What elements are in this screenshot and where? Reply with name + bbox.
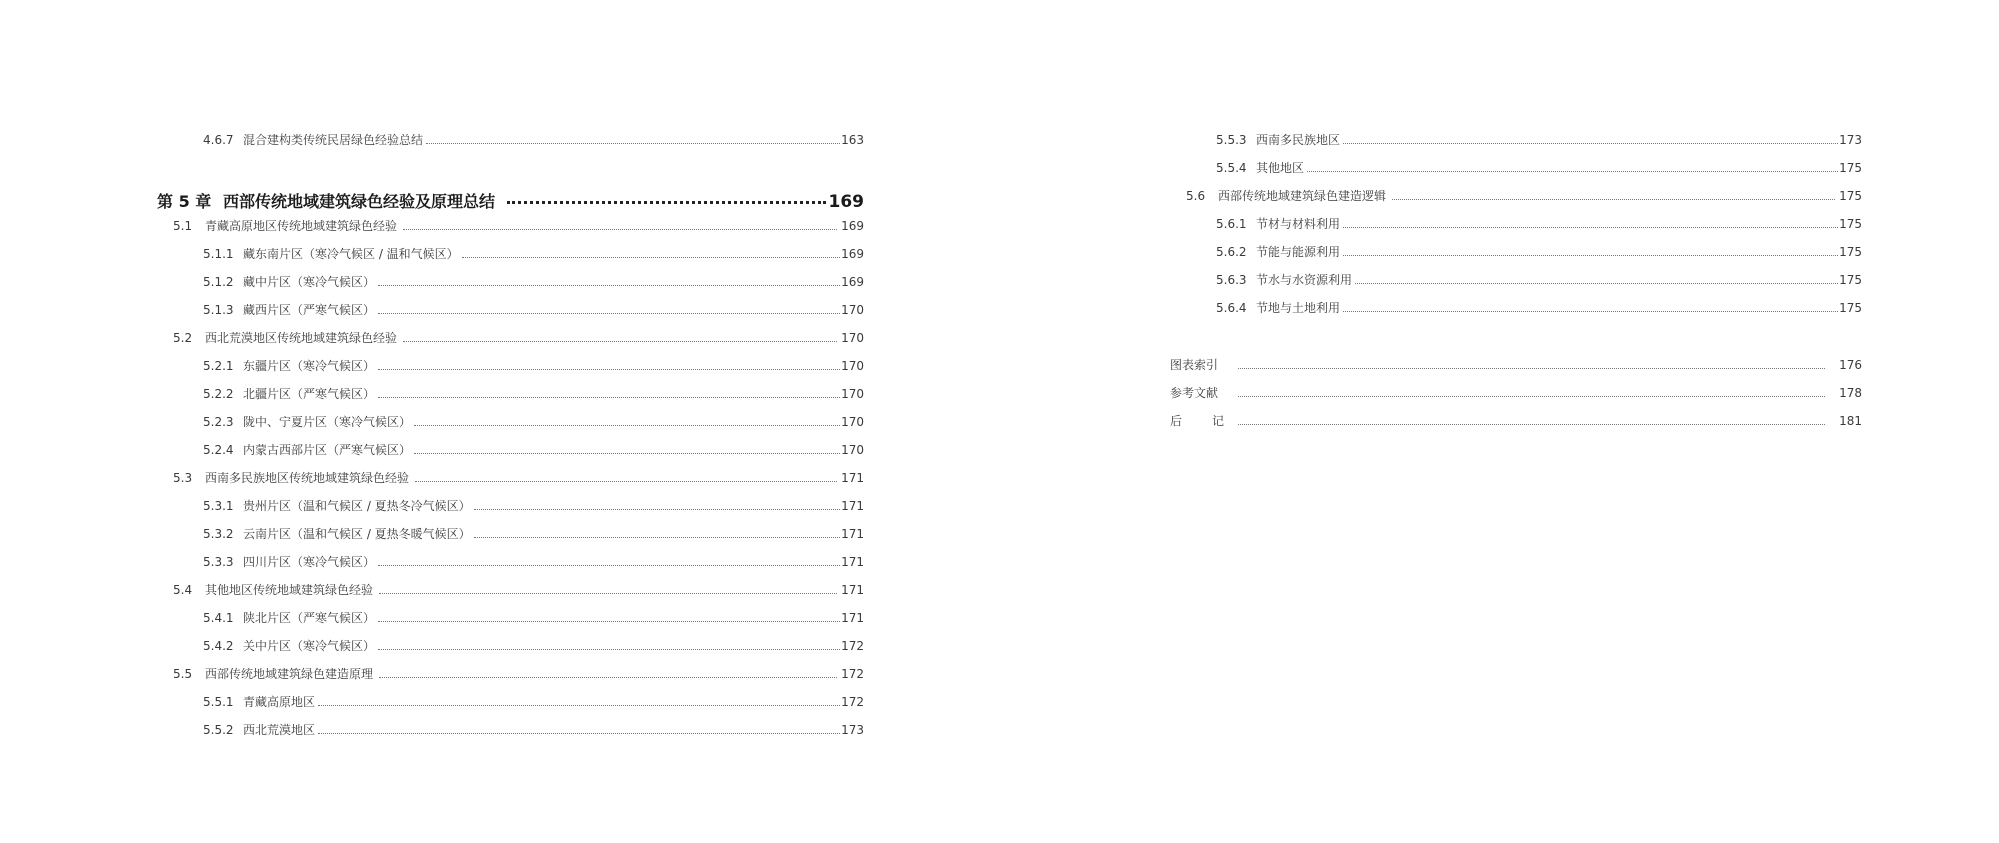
toc-chapter-5[interactable] <box>157 186 864 210</box>
toc-section-5-6[interactable] <box>1170 184 1862 204</box>
entry-title: 藏中片区（寒冷气候区） <box>243 275 376 289</box>
dot-leader <box>1238 424 1825 425</box>
dot-leader <box>1355 283 1838 284</box>
chapter-number: 第 5 章 <box>157 192 212 211</box>
entry-number: 5.3.1 <box>203 499 234 513</box>
entry-page-number: 171 <box>841 499 864 513</box>
entry-title: 北疆片区（严寒气候区） <box>243 387 376 401</box>
entry-number: 5.1 <box>173 219 193 233</box>
toc-subsection-5-4-1[interactable] <box>157 606 864 626</box>
entry-title: 关中片区（寒冷气候区） <box>243 639 376 653</box>
entry-page-number: 173 <box>1839 133 1862 147</box>
entry-number: 5.6.3 <box>1216 273 1247 287</box>
toc-subsection-5-5-2[interactable] <box>157 718 864 738</box>
dot-leader <box>378 369 840 370</box>
entry-number: 5.1.3 <box>203 303 234 317</box>
toc-entry-4-6-7[interactable] <box>157 128 864 148</box>
entry-number: 5.5.4 <box>1216 161 1247 175</box>
entry-page-number: 163 <box>841 133 864 147</box>
entry-page-number: 170 <box>841 303 864 317</box>
entry-page-number: 171 <box>841 527 864 541</box>
entry-number: 5.6.2 <box>1216 245 1247 259</box>
toc-references[interactable] <box>1170 381 1862 401</box>
entry-number: 5.3.2 <box>203 527 234 541</box>
dot-leader <box>378 565 840 566</box>
dot-leader <box>415 481 837 482</box>
entry-number: 5.6.4 <box>1216 301 1247 315</box>
chapter-page-number: 169 <box>828 192 864 212</box>
entry-title: 节地与土地利用 <box>1256 301 1341 315</box>
dot-leader <box>378 621 840 622</box>
toc-section-5-1[interactable] <box>157 214 864 234</box>
dot-leader <box>1238 396 1825 397</box>
entry-title: 藏东南片区（寒冷气候区 / 温和气候区） <box>243 247 459 261</box>
entry-page-number: 172 <box>841 695 864 709</box>
toc-afterword[interactable] <box>1170 409 1862 429</box>
dot-leader <box>1343 255 1838 256</box>
entry-page-number: 175 <box>1839 217 1862 231</box>
entry-title: 混合建构类传统民居绿色经验总结 <box>243 133 424 147</box>
entry-number: 5.6.1 <box>1216 217 1247 231</box>
toc-section-5-2[interactable] <box>157 326 864 346</box>
entry-title: 其他地区传统地域建筑绿色经验 <box>205 583 374 597</box>
entry-page-number: 175 <box>1839 301 1862 315</box>
toc-subsection-5-1-2[interactable] <box>157 270 864 290</box>
entry-number: 5.2 <box>173 331 193 345</box>
dot-leader <box>1392 199 1835 200</box>
entry-page-number: 172 <box>841 667 864 681</box>
entry-number: 5.1.2 <box>203 275 234 289</box>
toc-subsection-5-1-1[interactable] <box>157 242 864 262</box>
entry-page-number: 181 <box>1839 414 1862 428</box>
entry-page-number: 176 <box>1839 358 1862 372</box>
entry-number: 5.6 <box>1186 189 1206 203</box>
toc-subsection-5-5-1[interactable] <box>157 690 864 710</box>
dot-leader <box>379 677 837 678</box>
toc-subsection-5-3-1[interactable] <box>157 494 864 514</box>
toc-subsection-5-3-3[interactable] <box>157 550 864 570</box>
toc-subsection-5-1-3[interactable] <box>157 298 864 318</box>
entry-title: 参考文献 <box>1170 386 1219 400</box>
entry-title: 西北荒漠地区 <box>243 723 316 737</box>
entry-page-number: 171 <box>841 583 864 597</box>
entry-page-number: 171 <box>841 611 864 625</box>
entry-title: 西北荒漠地区传统地域建筑绿色经验 <box>205 331 398 345</box>
toc-subsection-5-5-3[interactable] <box>1170 128 1862 148</box>
dot-leader <box>378 313 840 314</box>
dot-leader <box>1238 368 1825 369</box>
dot-leader <box>474 537 840 538</box>
dot-leader <box>1307 171 1838 172</box>
entry-number: 5.3.3 <box>203 555 234 569</box>
entry-title: 节水与水资源利用 <box>1256 273 1353 287</box>
entry-title: 西南多民族地区 <box>1256 133 1341 147</box>
entry-number: 5.4 <box>173 583 193 597</box>
entry-title: 内蒙古西部片区（严寒气候区） <box>243 443 412 457</box>
dot-leader <box>462 257 840 258</box>
toc-subsection-5-6-1[interactable] <box>1170 212 1862 232</box>
entry-title: 陇中、宁夏片区（寒冷气候区） <box>243 415 412 429</box>
entry-title: 其他地区 <box>1256 161 1305 175</box>
toc-subsection-5-6-4[interactable] <box>1170 296 1862 316</box>
entry-number: 5.5 <box>173 667 193 681</box>
toc-subsection-5-5-4[interactable] <box>1170 156 1862 176</box>
toc-section-5-4[interactable] <box>157 578 864 598</box>
entry-title: 西部传统地域建筑绿色建造原理 <box>205 667 374 681</box>
entry-title: 东疆片区（寒冷气候区） <box>243 359 376 373</box>
toc-section-5-3[interactable] <box>157 466 864 486</box>
entry-number: 5.3 <box>173 471 193 485</box>
entry-title: 陕北片区（严寒气候区） <box>243 611 376 625</box>
toc-figure-index[interactable] <box>1170 353 1862 373</box>
toc-subsection-5-6-3[interactable] <box>1170 268 1862 288</box>
entry-page-number: 178 <box>1839 386 1862 400</box>
dot-leader <box>474 509 840 510</box>
dot-leader <box>1343 311 1838 312</box>
entry-number: 5.2.4 <box>203 443 234 457</box>
entry-number: 5.2.1 <box>203 359 234 373</box>
toc-subsection-5-2-2[interactable] <box>157 382 864 402</box>
entry-title: 节材与材料利用 <box>1256 217 1341 231</box>
entry-number: 5.5.3 <box>1216 133 1247 147</box>
entry-number: 5.4.2 <box>203 639 234 653</box>
entry-page-number: 170 <box>841 359 864 373</box>
entry-title: 后记 <box>1170 414 1255 428</box>
entry-number: 5.2.2 <box>203 387 234 401</box>
dot-leader <box>318 705 840 706</box>
toc-subsection-5-2-3[interactable] <box>157 410 864 430</box>
entry-page-number: 170 <box>841 387 864 401</box>
entry-number: 5.5.2 <box>203 723 234 737</box>
dot-leader <box>318 733 840 734</box>
dot-leader <box>1343 143 1838 144</box>
entry-page-number: 171 <box>841 471 864 485</box>
entry-title: 贵州片区（温和气候区 / 夏热冬冷气候区） <box>243 499 471 513</box>
dot-leader <box>379 593 837 594</box>
entry-title: 四川片区（寒冷气候区） <box>243 555 376 569</box>
entry-number: 4.6.7 <box>203 133 234 147</box>
entry-page-number: 170 <box>841 331 864 345</box>
toc-subsection-5-2-4[interactable] <box>157 438 864 458</box>
entry-title: 青藏高原地区 <box>243 695 316 709</box>
entry-page-number: 169 <box>841 219 864 233</box>
entry-page-number: 171 <box>841 555 864 569</box>
entry-number: 5.2.3 <box>203 415 234 429</box>
entry-page-number: 175 <box>1839 189 1862 203</box>
dot-leader <box>403 229 837 230</box>
entry-number: 5.1.1 <box>203 247 234 261</box>
entry-number: 5.5.1 <box>203 695 234 709</box>
dot-leader <box>414 453 840 454</box>
dot-leader <box>426 143 840 144</box>
dot-leader <box>414 425 840 426</box>
entry-title: 藏西片区（严寒气候区） <box>243 303 376 317</box>
entry-page-number: 170 <box>841 443 864 457</box>
dot-leader <box>378 649 840 650</box>
dot-leader <box>403 341 837 342</box>
entry-number: 5.4.1 <box>203 611 234 625</box>
entry-page-number: 175 <box>1839 273 1862 287</box>
entry-page-number: 169 <box>841 247 864 261</box>
entry-title: 西南多民族地区传统地域建筑绿色经验 <box>205 471 410 485</box>
dot-leader <box>507 201 825 204</box>
entry-title: 云南片区（温和气候区 / 夏热冬暖气候区） <box>243 527 471 541</box>
toc-subsection-5-2-1[interactable] <box>157 354 864 374</box>
entry-title: 图表索引 <box>1170 358 1219 372</box>
entry-title: 西部传统地域建筑绿色建造逻辑 <box>1218 189 1387 203</box>
entry-page-number: 172 <box>841 639 864 653</box>
dot-leader <box>378 397 840 398</box>
toc-subsection-5-3-2[interactable] <box>157 522 864 542</box>
toc-section-5-5[interactable] <box>157 662 864 682</box>
entry-title: 节能与能源利用 <box>1256 245 1341 259</box>
toc-subsection-5-6-2[interactable] <box>1170 240 1862 260</box>
dot-leader <box>1343 227 1838 228</box>
entry-page-number: 175 <box>1839 245 1862 259</box>
entry-title: 青藏高原地区传统地域建筑绿色经验 <box>205 219 398 233</box>
entry-page-number: 169 <box>841 275 864 289</box>
chapter-title: 西部传统地域建筑绿色经验及原理总结 <box>223 192 496 211</box>
entry-page-number: 170 <box>841 415 864 429</box>
entry-page-number: 175 <box>1839 161 1862 175</box>
toc-subsection-5-4-2[interactable] <box>157 634 864 654</box>
dot-leader <box>378 285 840 286</box>
entry-page-number: 173 <box>841 723 864 737</box>
